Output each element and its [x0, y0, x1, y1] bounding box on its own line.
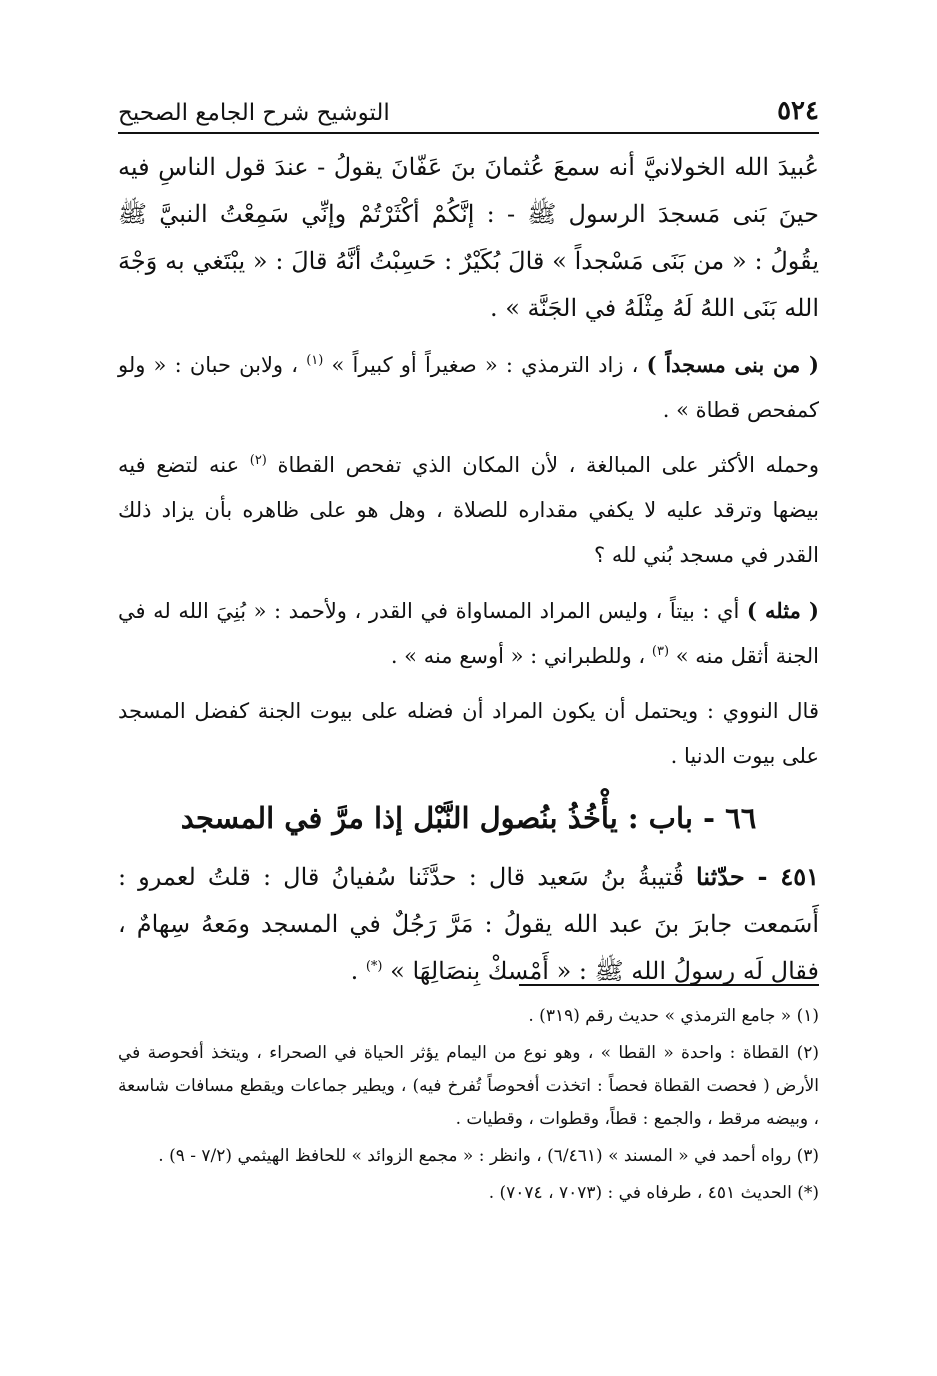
hadith-end: .: [350, 957, 366, 985]
hadith-body: قُتيبةُ بنُ سَعيد قال : حدَّثَنا سُفيانُ قال : قلتُ لعمرو : أَسَمعت جابرَ بنَ عبد الله يقولُ : مَرَّ رَجُلٌ في المسجد ومَعهُ سِهامٌ ، فقال لَه رسولُ الله ﷺ : « أَمْسكْ بِنصَالِهَا »: [118, 863, 819, 985]
footnote-divider: [519, 984, 819, 986]
footnote: (*) الحديث ٤٥١ ، طرفاه في : (٧٠٧٣ ، ٧٠٧٤) .: [488, 1183, 819, 1203]
hadith-number: ٤٥١ - حدّثنا: [696, 862, 819, 891]
footnote: (٣) رواه أحمد في « المسند » (٦/٤٦١) ، وانظر : « مجمع الزوائد » للحافظ الهيثمي (٧/٢ - ٩) .: [158, 1146, 819, 1166]
commentary-text: ، زاد الترمذي : « صغيراً أو كبيراً »: [323, 353, 639, 377]
footnote: (١) « جامع الترمذي » حديث رقم (٣١٩) .: [528, 1006, 819, 1026]
commentary-text: قال النووي : ويحتمل أن يكون المراد أن فضله على بيوت الجنة كفضل المسجد على بيوت الدنيا .: [118, 699, 819, 768]
hadith-text: [118, 853, 819, 995]
commentary-paragraph: [118, 588, 819, 679]
footnote: (٢) القطاة : واحدة « القطا » ، وهو نوع من اليمام يؤثر الحياة في الصحراء ، ويتخذ أفحوصة في الأرض ( فحصت القطاة فحصاً : اتخذت أفحوصاً تُفرخ فيه) ، ويطير جماعات ويقطع مسافات شاسعة ، وبيضه مرقط ، والجمع : قطاً، وقطوات ، وقطيات .: [118, 1043, 819, 1129]
commentary-paragraph: [118, 443, 819, 578]
commentary-text: وحمله الأكثر على المبالغة ، لأن المكان الذي تفحص القطاة: [266, 453, 819, 477]
page-number: ٥٢٤: [777, 96, 819, 126]
page-header: [118, 78, 819, 134]
commentary-lemma: ( مثله ): [746, 598, 819, 623]
commentary-text: ، وللطبراني : « أوسع منه » .: [390, 644, 652, 668]
footnotes: [118, 1000, 819, 1214]
footnote-ref: (١): [306, 353, 324, 368]
commentary-paragraph: [118, 689, 819, 779]
commentary-text: أي : بيتاً ، وليس المراد المساواة في القدر ، ولأحمد : « بُنِيَ الله له في الجنة أثقل منه »: [118, 599, 819, 668]
footnote-ref: (*): [365, 959, 383, 974]
main-text: [118, 144, 819, 999]
commentary-text: عنه لتضع فيه بيضها وترقد عليه لا يكفي مقداره للصلاة ، وهل هو على ظاهره بأن يزاد ذلك القدر في مسجد بُني لله ؟: [118, 453, 819, 567]
running-title: التوشيح شرح الجامع الصحيح: [118, 100, 390, 126]
hadith-continuation: عُبيدَ الله الخولانيَّ أنه سمعَ عُثمانَ بنَ عَفّانَ يقولُ - عندَ قول الناسِ فيه حينَ بَنى مَسجدَ الرسول ﷺ - : إنَّكُمْ أكْثَرْتُمْ وإنِّي سَمِعْتُ النبيَّ ﷺ يقُولُ : « من بَنَى مَسْجداً » قالَ بُكَيْرٌ : حَسِبْتُ أنَّهُ قالَ : « يبْتَغي به وَجْهَ الله بَنَى اللهُ لَهُ مِثْلَهُ في الجَنَّة » .: [118, 153, 819, 322]
chapter-heading: ٦٦ - باب : يأْخُذُ بنُصول النَّبْل إذا مرَّ في المسجد: [180, 801, 757, 835]
footnote-ref: (٣): [651, 644, 670, 659]
commentary-lemma: ( من بنى مسجداً ): [646, 352, 819, 377]
commentary-paragraph: [118, 342, 819, 433]
footnote-ref: (٢): [249, 453, 267, 468]
commentary-text: ، ولابن حبان : « ولو كمفحص قطاة » .: [118, 353, 819, 422]
